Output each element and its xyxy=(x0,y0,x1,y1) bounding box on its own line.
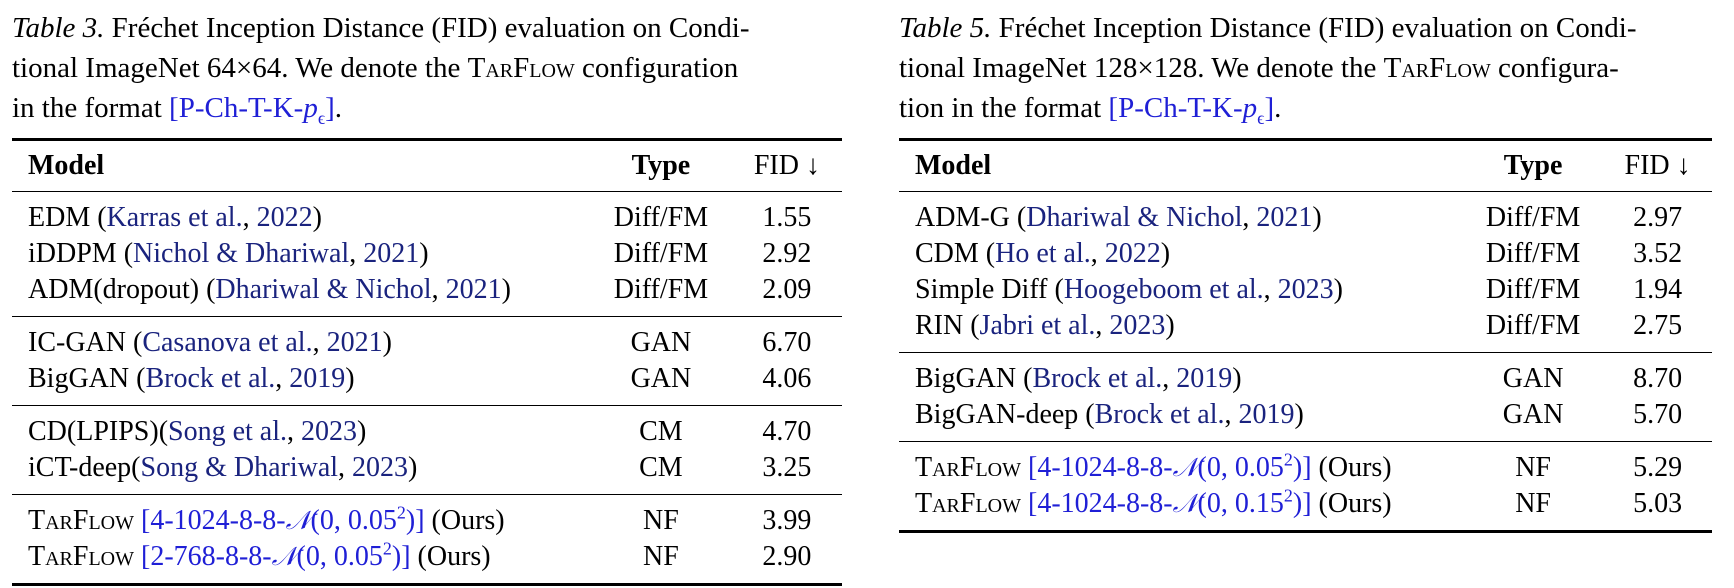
citation-separator: , xyxy=(431,273,446,305)
table-row xyxy=(12,405,842,450)
citation-separator: , xyxy=(1090,237,1105,269)
citation-link[interactable]: Dhariwal & Nichol xyxy=(215,273,432,305)
caption-text: in the format xyxy=(12,92,170,124)
citation-year-link[interactable]: 2023 xyxy=(1109,309,1166,341)
citation-year-link[interactable]: 2021 xyxy=(326,326,383,358)
citation-link[interactable]: Hoogeboom et al. xyxy=(1063,273,1264,305)
config-format-link[interactable]: $[P-Ch-T-K-p_\epsilon]$ xyxy=(1108,92,1275,128)
fid-cell: 8.70 xyxy=(1603,352,1712,397)
citation-close: ) xyxy=(345,362,355,394)
model-name: ADM(dropout) ( xyxy=(28,273,216,305)
config-text: (0, 0.05 xyxy=(310,504,397,536)
citation-close: ) xyxy=(1165,309,1175,341)
table-row xyxy=(12,539,842,585)
table-header-row xyxy=(12,139,842,191)
config-text: (0, 0.05 xyxy=(296,540,383,572)
method-name: TarFlow xyxy=(28,504,134,536)
type-cell: Diff/FM xyxy=(613,273,709,305)
config-text: )] xyxy=(391,540,411,572)
caption-text: tional ImageNet 128×128. We denote the xyxy=(899,52,1384,84)
type-cell: GAN xyxy=(1463,352,1603,397)
citation-year-link[interactable]: 2023 xyxy=(352,451,409,483)
model-cell xyxy=(12,191,590,236)
caption-label: Table 5. xyxy=(899,12,992,44)
table-caption: Table 3. Fréchet Inception Distance (FID) evaluation on Condi- tional ImageNet 64×64. We denote the TarFlow configuration in the format $[P-Ch-T-K-p_\epsilon]$. xyxy=(12,12,750,128)
table-5-panel xyxy=(899,0,1712,533)
citation-link[interactable]: Song et al. xyxy=(168,415,288,447)
citation-link[interactable]: Karras et al. xyxy=(106,201,243,233)
type-cell: CM xyxy=(590,405,732,450)
model-name: Simple Diff ( xyxy=(915,273,1064,305)
header-type: Type xyxy=(590,139,732,191)
caption-text: Fréchet Inception Distance (FID) evaluation on Condi- xyxy=(104,12,750,44)
citation-year-link[interactable]: 2021 xyxy=(445,273,502,305)
model-name: CD(LPIPS)( xyxy=(28,415,169,447)
type-cell: NF xyxy=(590,539,732,585)
config-text: (0, 0.15 xyxy=(1197,487,1284,519)
citation-separator: , xyxy=(338,451,353,483)
fid-cell: 3.52 xyxy=(1633,237,1683,269)
table-row xyxy=(12,450,842,495)
ours-label: (Ours) xyxy=(1311,451,1392,483)
config-link[interactable] xyxy=(1021,485,1312,519)
citation-close: ) xyxy=(1294,398,1304,430)
ours-label: (Ours) xyxy=(424,504,505,536)
model-cell xyxy=(899,486,1463,532)
fid-cell: 5.29 xyxy=(1603,441,1712,486)
fid-cell: 6.70 xyxy=(732,316,842,361)
citation-year-link[interactable]: 2021 xyxy=(1256,201,1313,233)
caption-text: Fréchet Inception Distance (FID) evaluation on Condi- xyxy=(991,12,1637,44)
model-name: iCT-deep( xyxy=(28,451,141,483)
fid-cell: 3.25 xyxy=(762,451,812,483)
citation-separator: , xyxy=(287,415,302,447)
table-row xyxy=(899,352,1712,397)
citation-link[interactable]: Brock et al. xyxy=(1032,362,1163,394)
model-cell xyxy=(12,539,590,585)
model-cell xyxy=(899,397,1463,442)
normal-symbol: 𝒩 xyxy=(1172,452,1198,483)
table-row-group xyxy=(899,191,1712,352)
citation-year-link[interactable]: 2019 xyxy=(1176,362,1233,394)
caption-text: tion in the format xyxy=(899,92,1109,124)
model-cell xyxy=(12,450,590,495)
fid-table xyxy=(899,138,1712,533)
type-cell: Diff/FM xyxy=(1485,201,1581,233)
citation-link[interactable]: Song & Dhariwal xyxy=(140,451,339,483)
type-cell: NF xyxy=(590,494,732,539)
config-text: )] xyxy=(405,504,425,536)
caption-label: Table 3. xyxy=(12,12,105,44)
model-cell xyxy=(899,352,1463,397)
citation-link[interactable]: Brock et al. xyxy=(145,362,276,394)
model-name: BigGAN-deep ( xyxy=(915,398,1095,430)
citation-link[interactable]: Ho et al. xyxy=(995,237,1091,269)
model-cell xyxy=(899,191,1463,236)
type-cell: GAN xyxy=(630,362,692,394)
model-cell xyxy=(899,441,1463,486)
config-text: )] xyxy=(1292,451,1312,483)
fid-cell: 5.03 xyxy=(1603,486,1712,532)
citation-close: ) xyxy=(1232,362,1242,394)
citation-year-link[interactable]: 2022 xyxy=(256,201,313,233)
citation-separator: , xyxy=(1162,362,1177,394)
model-cell xyxy=(12,236,590,272)
config-format-link[interactable]: $[P-Ch-T-K-p_\epsilon]$ xyxy=(169,92,335,128)
type-cell: GAN xyxy=(590,316,732,361)
normal-symbol: 𝒩 xyxy=(271,541,297,572)
model-name: BigGAN ( xyxy=(915,362,1033,394)
config-link[interactable] xyxy=(134,538,411,572)
type-cell: GAN xyxy=(1502,398,1564,430)
type-cell: CM xyxy=(639,451,683,483)
model-name: IC-GAN ( xyxy=(28,326,143,358)
header-model: Model xyxy=(12,139,590,191)
model-cell xyxy=(899,236,1463,272)
citation-link[interactable]: Jabri et al. xyxy=(979,309,1096,341)
type-cell: Diff/FM xyxy=(613,201,709,233)
table-row-group xyxy=(899,441,1712,531)
table-row-group xyxy=(12,316,842,405)
table-row xyxy=(12,236,842,272)
fid-cell: 1.94 xyxy=(1633,273,1683,305)
fid-cell: 5.70 xyxy=(1633,398,1683,430)
citation-year-link[interactable]: 2023 xyxy=(301,415,358,447)
model-name: RIN ( xyxy=(915,309,980,341)
superscript: 2 xyxy=(1283,449,1293,470)
model-cell xyxy=(12,494,590,539)
method-name: TarFlow xyxy=(915,487,1021,519)
model-cell xyxy=(12,361,590,406)
config-text: [4-1024-8-8- xyxy=(1021,487,1173,519)
type-cell: Diff/FM xyxy=(613,237,709,269)
fid-cell: 3.99 xyxy=(732,494,842,539)
table-row xyxy=(12,494,842,539)
citation-close: ) xyxy=(408,451,418,483)
fid-cell: 2.90 xyxy=(732,539,842,585)
table-row-group xyxy=(899,352,1712,441)
citation-close: ) xyxy=(1333,273,1343,305)
header-fid: FID ↓ xyxy=(1603,139,1712,191)
fid-cell: 4.70 xyxy=(732,405,842,450)
header-model: Model xyxy=(899,139,1463,191)
type-cell: Diff/FM xyxy=(1485,273,1581,305)
ours-label: (Ours) xyxy=(1311,487,1392,519)
citation-link[interactable]: Dhariwal & Nichol xyxy=(1026,201,1243,233)
citation-separator: , xyxy=(275,362,290,394)
citation-close: ) xyxy=(357,415,367,447)
citation-close: ) xyxy=(419,237,429,269)
table-row xyxy=(899,272,1712,308)
header-type: Type xyxy=(1463,139,1603,191)
config-link[interactable] xyxy=(1021,449,1312,483)
citation-close: ) xyxy=(1312,201,1322,233)
citation-link[interactable]: Nichol & Dhariwal xyxy=(133,237,350,269)
model-name: ADM-G ( xyxy=(915,201,1027,233)
fid-table xyxy=(12,138,842,586)
citation-separator: , xyxy=(242,201,257,233)
normal-symbol: 𝒩 xyxy=(285,505,311,536)
citation-separator: , xyxy=(1242,201,1257,233)
model-name: BigGAN ( xyxy=(28,362,146,394)
citation-close: ) xyxy=(312,201,322,233)
fid-cell: 2.92 xyxy=(762,237,812,269)
model-name: iDDPM ( xyxy=(28,237,134,269)
config-link[interactable] xyxy=(134,502,425,536)
model-cell xyxy=(12,316,590,361)
type-cell: Diff/FM xyxy=(1485,309,1581,341)
citation-separator: , xyxy=(349,237,364,269)
citation-close: ) xyxy=(382,326,392,358)
table-row xyxy=(12,191,842,236)
type-cell: NF xyxy=(1463,486,1603,532)
citation-year-link[interactable]: 2022 xyxy=(1104,237,1161,269)
citation-close: ) xyxy=(1160,237,1171,269)
superscript: 2 xyxy=(382,538,392,559)
ours-label: (Ours) xyxy=(410,540,491,572)
model-cell xyxy=(12,405,590,450)
table-row xyxy=(12,272,842,317)
table-3-panel xyxy=(12,0,842,586)
citation-close: ) xyxy=(501,273,511,305)
caption-text: tional ImageNet 64×64. We denote the xyxy=(12,52,468,84)
model-cell xyxy=(899,308,1463,353)
table-row xyxy=(899,191,1712,236)
caption-text: configura- xyxy=(1490,52,1619,84)
config-text: )] xyxy=(1292,487,1312,519)
method-name: TarFlow xyxy=(28,540,134,572)
fid-cell: 2.75 xyxy=(1633,309,1683,341)
citation-separator: , xyxy=(312,326,327,358)
citation-link[interactable]: Brock et al. xyxy=(1094,398,1225,430)
table-row-group xyxy=(12,405,842,494)
header-fid: FID ↓ xyxy=(732,139,842,191)
citation-year-link[interactable]: 2023 xyxy=(1277,273,1334,305)
table-row xyxy=(12,316,842,361)
fid-cell: 1.55 xyxy=(762,201,812,233)
model-name: EDM ( xyxy=(28,201,107,233)
table-row xyxy=(899,441,1712,486)
model-name: CDM ( xyxy=(915,237,996,269)
normal-symbol: 𝒩 xyxy=(1172,488,1198,519)
table-row xyxy=(899,236,1712,272)
table-header-row xyxy=(899,139,1712,191)
superscript: 2 xyxy=(1283,485,1293,506)
type-cell: Diff/FM xyxy=(1485,237,1581,269)
fid-cell: 2.97 xyxy=(1633,201,1683,233)
table-row xyxy=(899,308,1712,353)
type-cell: NF xyxy=(1463,441,1603,486)
superscript: 2 xyxy=(396,502,406,523)
method-name: TarFlow xyxy=(1383,52,1491,84)
model-cell xyxy=(899,272,1463,308)
table-row-group xyxy=(12,191,842,316)
citation-year-link[interactable]: 2019 xyxy=(289,362,346,394)
table-row xyxy=(899,486,1712,532)
fid-cell: 4.06 xyxy=(762,362,812,394)
citation-year-link[interactable]: 2021 xyxy=(363,237,420,269)
citation-year-link[interactable]: 2019 xyxy=(1238,398,1295,430)
table-caption: Table 5. Fréchet Inception Distance (FID) evaluation on Condi- tional ImageNet 128×128. We denote the TarFlow configura- tion in the format $[P-Ch-T-K-p_\epsilon]$. xyxy=(899,12,1637,128)
citation-link[interactable]: Casanova et al. xyxy=(142,326,313,358)
config-text: [2-768-8-8- xyxy=(134,540,272,572)
fid-cell: 2.09 xyxy=(762,273,812,305)
citation-separator: , xyxy=(1224,398,1239,430)
caption-text: configuration xyxy=(574,52,739,84)
config-text: [4-1024-8-8- xyxy=(1021,451,1173,483)
method-name: TarFlow xyxy=(467,52,575,84)
config-text: (0, 0.05 xyxy=(1197,451,1284,483)
table-row xyxy=(12,361,842,406)
table-row xyxy=(899,397,1712,442)
method-name: TarFlow xyxy=(915,451,1021,483)
model-cell xyxy=(12,272,590,317)
table-row-group xyxy=(12,494,842,584)
config-text: [4-1024-8-8- xyxy=(134,504,286,536)
citation-separator: , xyxy=(1263,273,1278,305)
citation-separator: , xyxy=(1095,309,1110,341)
